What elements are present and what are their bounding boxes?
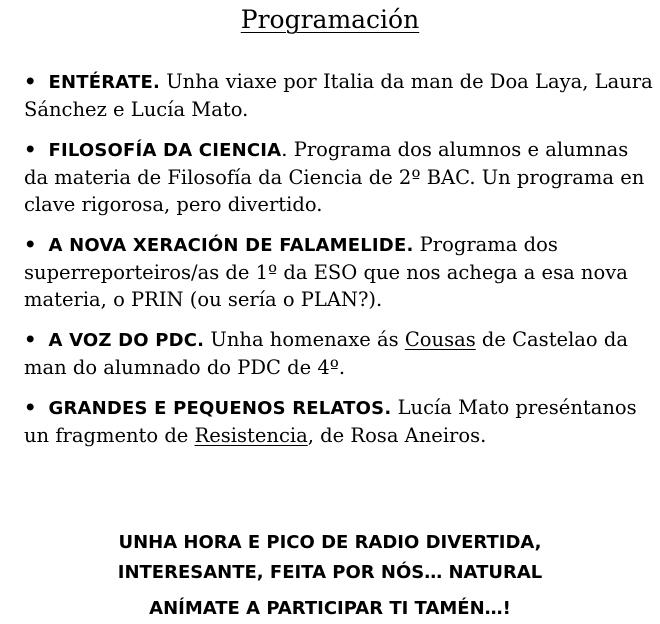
bullet-icon: • xyxy=(24,396,37,419)
item-heading: A NOVA XERACIÓN DE FALAMELIDE. xyxy=(48,235,414,256)
item-text: . Programa dos alumnos e alumnas da materia de Filosofía da Ciencia de 2º BAC. Un programa en clave rigorosa, pero divertido. xyxy=(24,138,645,216)
item-heading: GRANDES E PEQUENOS RELATOS. xyxy=(48,398,392,419)
item-text: Unha viaxe por Italia da man de Doa Laya, Laura Sánchez e Lucía Mato. xyxy=(24,70,653,121)
item-heading: A VOZ DO PDC. xyxy=(48,330,205,351)
list-item xyxy=(24,231,656,313)
bullet-icon: • xyxy=(24,138,37,161)
list-item xyxy=(24,68,656,123)
list-item xyxy=(24,136,656,218)
closing-line-1: UNHA HORA E PICO DE RADIO DIVERTIDA, xyxy=(118,532,542,553)
bullet-icon: • xyxy=(24,328,37,351)
closing-line-3: ANÍMATE A PARTICIPAR TI TAMÉN…! xyxy=(149,598,511,619)
closing-line-2: INTERESANTE, FEITA POR NÓS… NATURAL xyxy=(117,562,543,583)
closing-message xyxy=(0,528,660,624)
item-text: Programa dos superreporteiros/as de 1º da ESO que nos achega a esa nova materia, o PRIN (ou sería o PLAN?). xyxy=(24,233,628,311)
list-item xyxy=(24,326,656,381)
program-list xyxy=(24,68,656,462)
underlined-title: Resistencia xyxy=(194,424,308,447)
list-item xyxy=(24,394,656,449)
item-text: , de Rosa Aneiros. xyxy=(307,424,487,447)
item-heading: FILOSOFÍA DA CIENCIA xyxy=(48,140,282,161)
item-text: de Castelao da man do alumnado do PDC de 4º. xyxy=(24,328,628,379)
item-heading: ENTÉRATE. xyxy=(48,72,161,93)
bullet-icon: • xyxy=(24,70,37,93)
underlined-title: Cousas xyxy=(404,328,476,351)
bullet-icon: • xyxy=(24,233,37,256)
item-text: Lucía Mato preséntanos un fragmento de xyxy=(24,396,637,447)
page-title: Programación xyxy=(240,5,420,34)
item-text: Unha homenaxe ás xyxy=(204,328,405,351)
